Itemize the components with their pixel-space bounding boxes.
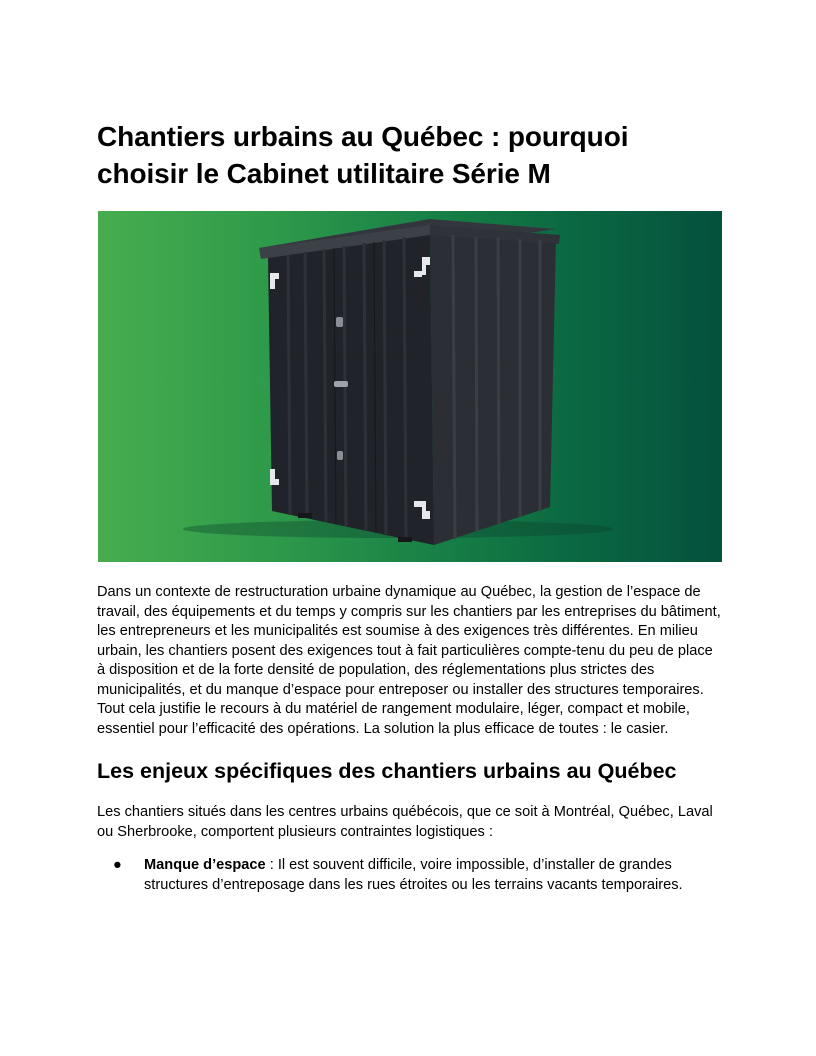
storage-cabinet-illustration — [98, 211, 722, 562]
page-title: Chantiers urbains au Québec : pourquoi choisir le Cabinet utilitaire Série M — [97, 121, 629, 189]
list-item-term: Manque d’espace — [144, 857, 266, 873]
article — [97, 118, 723, 192]
section-heading: Les enjeux spécifiques des chantiers urbains au Québec — [97, 759, 677, 783]
constraints-list — [97, 856, 723, 895]
bullet-icon: ● — [113, 857, 122, 873]
intro-paragraph: Dans un contexte de restructuration urbaine dynamique au Québec, la gestion de l’espace de travail, des équipements et du temps y compris sur les chantiers par les entreprises du bâtiment, les entrepreneurs et les municipalités est soumise à des exigences très différentes. En milieu urbain, les chantiers posent des exigences tout à fait particulières compte-tenu du peu de place à disposition et de la forte densité de population, des réglementations plus strictes des municipalités, et du manque d’espace pour entreposer ou installer des structures temporaires. Tout cela justifie le recours à du matériel de rangement modulaire, léger, compact et mobile, essentiel pour l’efficacité des opérations. La solution la plus efficace de toutes : le casier. — [97, 584, 721, 737]
product-image — [98, 211, 722, 562]
list-item — [97, 856, 723, 895]
section-paragraph: Les chantiers situés dans les centres urbains québécois, que ce soit à Montréal, Québec, Laval ou Sherbrooke, comportent plusieurs contraintes logistiques : — [97, 804, 713, 840]
list-item-text: : Il est souvent difficile, voire impossible, d’installer de grandes structures d’entreposage dans les rues étroites ou les terrains vacants temporaires. — [144, 857, 683, 893]
